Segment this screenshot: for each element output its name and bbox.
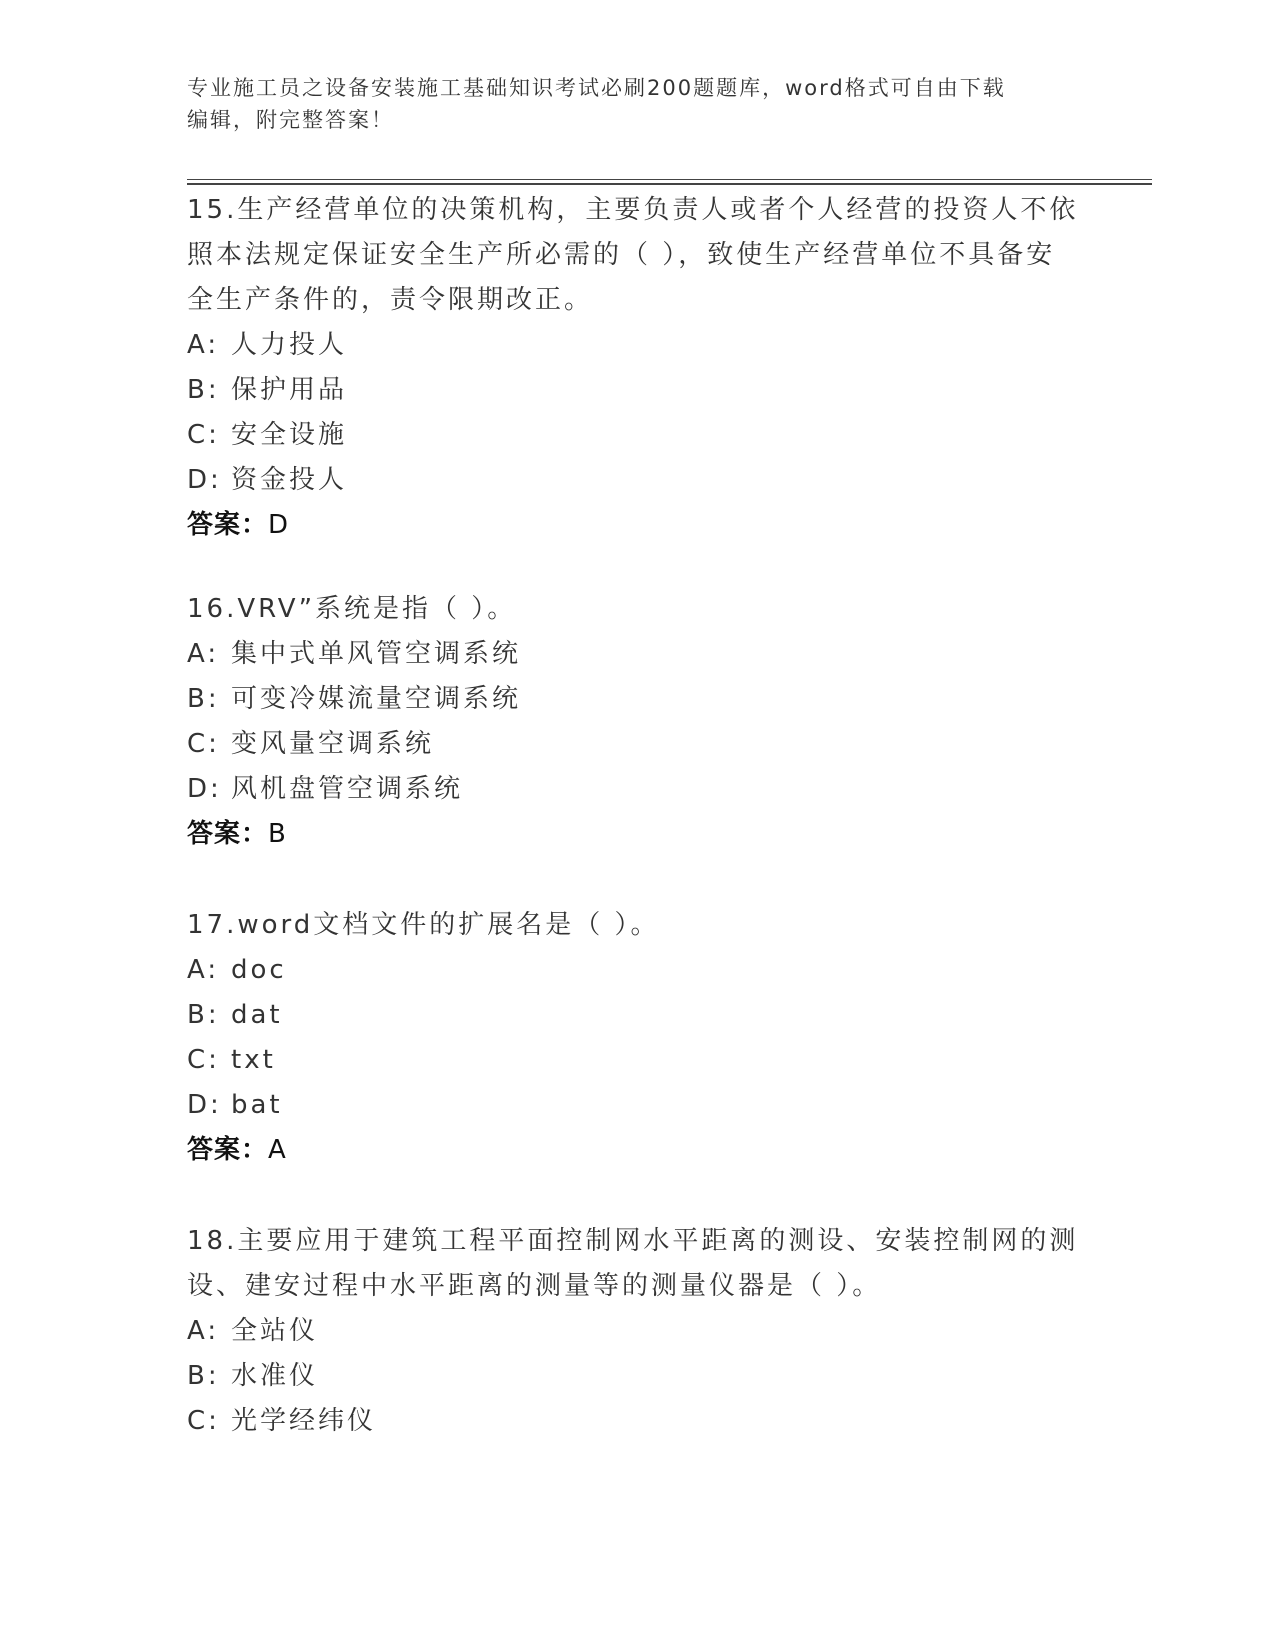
- option-text: bat: [231, 1090, 283, 1120]
- option-d: [187, 767, 1087, 812]
- option-c: [187, 413, 1087, 458]
- question-stem-line: 全生产条件的，责令限期改正。: [187, 285, 594, 315]
- option-letter: C:: [187, 1406, 220, 1436]
- option-text: 风机盘管空调系统: [231, 774, 464, 804]
- option-d: [187, 1083, 1087, 1128]
- option-letter: C:: [187, 729, 220, 759]
- option-letter: A:: [187, 330, 220, 360]
- option-text: 水准仪: [231, 1361, 319, 1391]
- option-c: [187, 722, 1087, 767]
- option-letter: D:: [187, 1090, 222, 1120]
- option-letter: B:: [187, 1000, 220, 1030]
- question-stem-line: 设、建安过程中水平距离的测量等的测量仪器是（ ）。: [187, 1271, 882, 1301]
- answer-value: A: [268, 1135, 287, 1165]
- header-divider-thick: [187, 183, 1152, 185]
- answer-line: [187, 1128, 1087, 1173]
- option-text: 人力投人: [231, 330, 348, 360]
- question-stem-line: 照本法规定保证安全生产所必需的（ ），致使生产经营单位不具备安: [187, 240, 1056, 270]
- answer-line: [187, 503, 1087, 548]
- option-letter: D:: [187, 465, 222, 495]
- option-a: [187, 323, 1087, 368]
- option-text: 集中式单风管空调系统: [231, 639, 522, 669]
- option-a: [187, 948, 1087, 993]
- option-b: [187, 368, 1087, 413]
- option-letter: A:: [187, 955, 220, 985]
- option-b: [187, 1354, 1087, 1399]
- option-text: 保护用品: [231, 375, 348, 405]
- answer-label: 答案：: [187, 510, 269, 540]
- question-17: [187, 903, 1087, 1173]
- option-letter: B:: [187, 1361, 220, 1391]
- question-stem-line: 16.VRV”系统是指（ ）。: [187, 594, 517, 624]
- option-letter: B:: [187, 375, 220, 405]
- option-text: txt: [231, 1045, 276, 1075]
- answer-value: B: [268, 819, 287, 849]
- header-line-2: 编辑，附完整答案！: [187, 108, 394, 132]
- option-text: 全站仪: [231, 1316, 319, 1346]
- option-text: 变风量空调系统: [231, 729, 435, 759]
- option-text: 光学经纬仪: [231, 1406, 377, 1436]
- option-c: [187, 1038, 1087, 1083]
- option-letter: D:: [187, 774, 222, 804]
- option-a: [187, 632, 1087, 677]
- question-stem-line: 17.word文档文件的扩展名是（ ）。: [187, 910, 660, 940]
- question-16: [187, 587, 1087, 857]
- question-18: [187, 1219, 1087, 1444]
- option-text: 资金投人: [231, 465, 348, 495]
- option-b: [187, 993, 1087, 1038]
- option-letter: A:: [187, 639, 220, 669]
- document-header: [187, 72, 1087, 136]
- option-c: [187, 1399, 1087, 1444]
- answer-label: 答案：: [187, 819, 269, 849]
- answer-label: 答案：: [187, 1135, 269, 1165]
- option-d: [187, 458, 1087, 503]
- header-divider: [187, 179, 1152, 180]
- question-stem-line: 15.生产经营单位的决策机构，主要负责人或者个人经营的投资人不依: [187, 195, 1079, 225]
- option-text: 安全设施: [231, 420, 348, 450]
- option-letter: B:: [187, 684, 220, 714]
- option-b: [187, 677, 1087, 722]
- option-a: [187, 1309, 1087, 1354]
- option-text: dat: [231, 1000, 283, 1030]
- answer-value: D: [268, 510, 290, 540]
- option-letter: C:: [187, 1045, 220, 1075]
- option-text: doc: [231, 955, 287, 985]
- question-stem-line: 18.主要应用于建筑工程平面控制网水平距离的测设、安装控制网的测: [187, 1226, 1079, 1256]
- answer-line: [187, 812, 1087, 857]
- option-text: 可变冷媒流量空调系统: [231, 684, 522, 714]
- option-letter: C:: [187, 420, 220, 450]
- option-letter: A:: [187, 1316, 220, 1346]
- question-15: [187, 188, 1087, 548]
- header-line-1: 专业施工员之设备安装施工基础知识考试必刷200题题库，word格式可自由下载: [187, 76, 1006, 100]
